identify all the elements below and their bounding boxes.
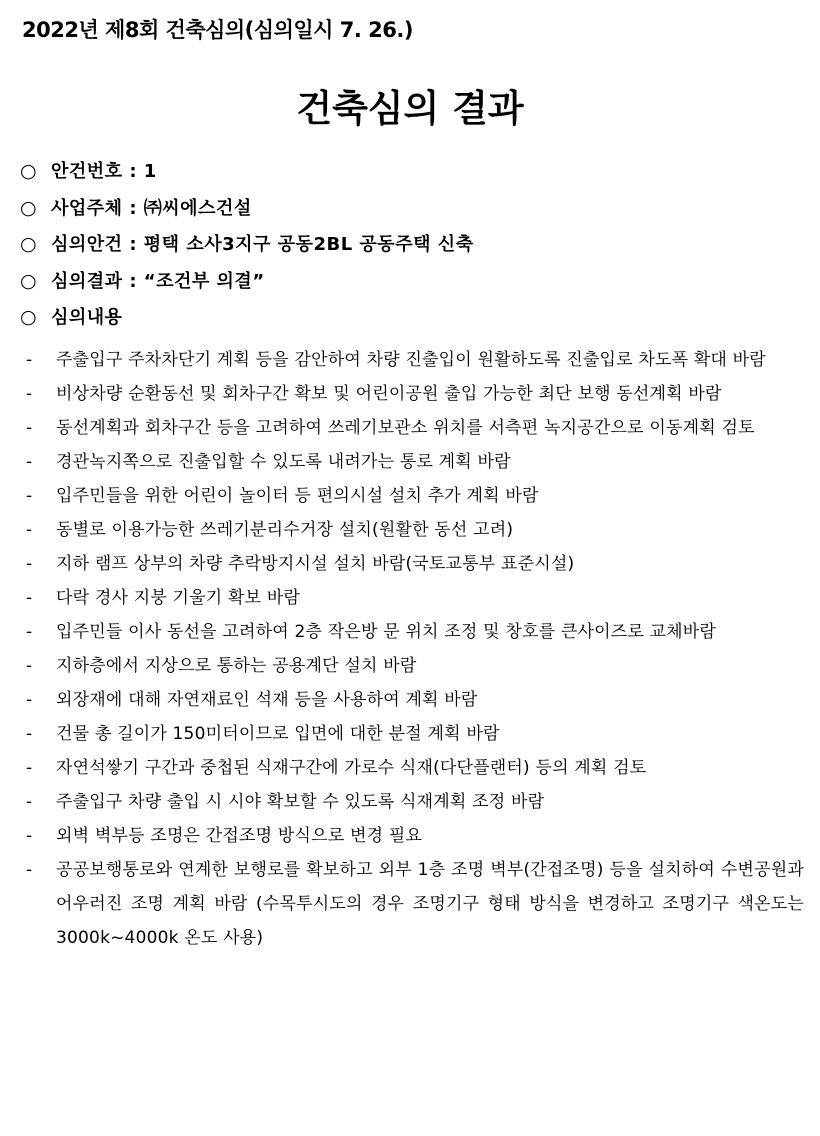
detail-item-text: 외벽 벽부등 조명은 간접조명 방식으로 변경 필요	[56, 826, 423, 846]
detail-item-text: 외장재에 대해 자연재료인 석재 등을 사용하여 계획 바람	[56, 690, 478, 710]
circle-bullet-icon: ○	[20, 233, 38, 255]
review-details-list	[26, 343, 804, 955]
detail-item	[26, 479, 804, 513]
dash-bullet: -	[26, 554, 33, 574]
summary-item-text: 사업주체 : ㈜씨에스건설	[51, 197, 252, 219]
detail-item-text: 경관녹지쪽으로 진출입할 수 있도록 내려가는 통로 계획 바람	[56, 452, 511, 472]
detail-item-text: 입주민들을 위한 어린이 놀이터 등 편의시설 설치 추가 계획 바람	[56, 486, 539, 506]
dash-bullet: -	[26, 350, 33, 370]
detail-item	[26, 615, 804, 649]
detail-item-text: 동선계획과 회차구간 등을 고려하여 쓰레기보관소 위치를 서측편 녹지공간으로 이동계획 검토	[56, 418, 755, 438]
detail-item	[26, 513, 804, 547]
detail-item	[26, 377, 804, 411]
summary-item-agenda	[20, 229, 474, 266]
dash-bullet: -	[26, 486, 33, 506]
summary-item-text: 심의내용	[51, 307, 123, 328]
dash-bullet: -	[26, 418, 33, 438]
detail-item-text: 지하층에서 지상으로 통하는 공용계단 설치 바람	[56, 656, 417, 676]
detail-item-text: 건물 총 길이가 150미터이므로 입면에 대한 분절 계획 바람	[56, 724, 500, 744]
detail-item-text: 다락 경사 지붕 기울기 확보 바람	[56, 588, 301, 608]
detail-item	[26, 785, 804, 819]
dash-bullet: -	[26, 622, 33, 642]
detail-item	[26, 853, 804, 955]
detail-item-text: 지하 램프 상부의 차량 추락방지시설 설치 바람(국토교통부 표준시설)	[56, 554, 575, 574]
detail-item	[26, 751, 804, 785]
detail-item	[26, 649, 804, 683]
detail-item-text: 주출입구 차량 출입 시 시야 확보할 수 있도록 식재계획 조정 바람	[56, 792, 545, 812]
dash-bullet: -	[26, 690, 33, 710]
summary-item-text: 안건번호 : 1	[51, 161, 157, 182]
detail-item	[26, 717, 804, 751]
dash-bullet: -	[26, 724, 33, 744]
detail-item-text: 동별로 이용가능한 쓰레기분리수거장 설치(원활한 동선 고려)	[56, 520, 514, 540]
dash-bullet: -	[26, 792, 33, 812]
dash-bullet: -	[26, 452, 33, 472]
detail-item	[26, 819, 804, 853]
detail-item	[26, 683, 804, 717]
detail-item-text: 공공보행통로와 연계한 보행로를 확보하고 외부 1층 조명 벽부(간접조명) 등을 설치하여 수변공원과 어우러진 조명 계획 바람 (수목투시도의 경우 조명기구 형태 방식을 변경하고 조명기구 색온도는 3000k~4000k 온도 사용)	[56, 860, 804, 948]
detail-item-text: 비상차량 순환동선 및 회차구간 확보 및 어린이공원 출입 가능한 최단 보행 동선계획 바람	[56, 384, 722, 404]
detail-item	[26, 547, 804, 581]
dash-bullet: -	[26, 588, 33, 608]
dash-bullet: -	[26, 860, 33, 880]
detail-item-text: 자연석쌓기 구간과 중첩된 식재구간에 가로수 식재(다단플랜터) 등의 계획 검토	[56, 758, 647, 778]
dash-bullet: -	[26, 758, 33, 778]
detail-item	[26, 343, 804, 377]
dash-bullet: -	[26, 656, 33, 676]
dash-bullet: -	[26, 826, 33, 846]
circle-bullet-icon: ○	[20, 196, 38, 219]
detail-item	[26, 445, 804, 479]
dash-bullet: -	[26, 520, 33, 540]
summary-item-contents	[20, 302, 474, 339]
summary-list	[20, 156, 474, 339]
detail-item	[26, 581, 804, 615]
summary-item-result	[20, 266, 474, 303]
detail-item-text: 주출입구 주차차단기 계획 등을 감안하여 차량 진출입이 원활하도록 진출입로 차도폭 확대 바람	[56, 350, 766, 370]
circle-bullet-icon: ○	[20, 269, 38, 292]
summary-item-agenda-number	[20, 156, 474, 193]
dash-bullet: -	[26, 384, 33, 404]
circle-bullet-icon: ○	[20, 160, 38, 182]
summary-item-developer	[20, 193, 474, 230]
summary-item-text: 심의안건 : 평택 소사3지구 공동2BL 공동주택 신축	[51, 234, 474, 255]
summary-item-text: 심의결과 : “조건부 의결”	[51, 270, 265, 292]
circle-bullet-icon: ○	[20, 306, 38, 328]
meeting-header: 2022년 제8회 건축심의(심의일시 7. 26.)	[22, 18, 413, 42]
detail-item	[26, 411, 804, 445]
document-title: 건축심의 결과	[296, 87, 524, 130]
detail-item-text: 입주민들 이사 동선을 고려하여 2층 작은방 문 위치 조정 및 창호를 큰사이즈로 교체바람	[56, 622, 717, 642]
